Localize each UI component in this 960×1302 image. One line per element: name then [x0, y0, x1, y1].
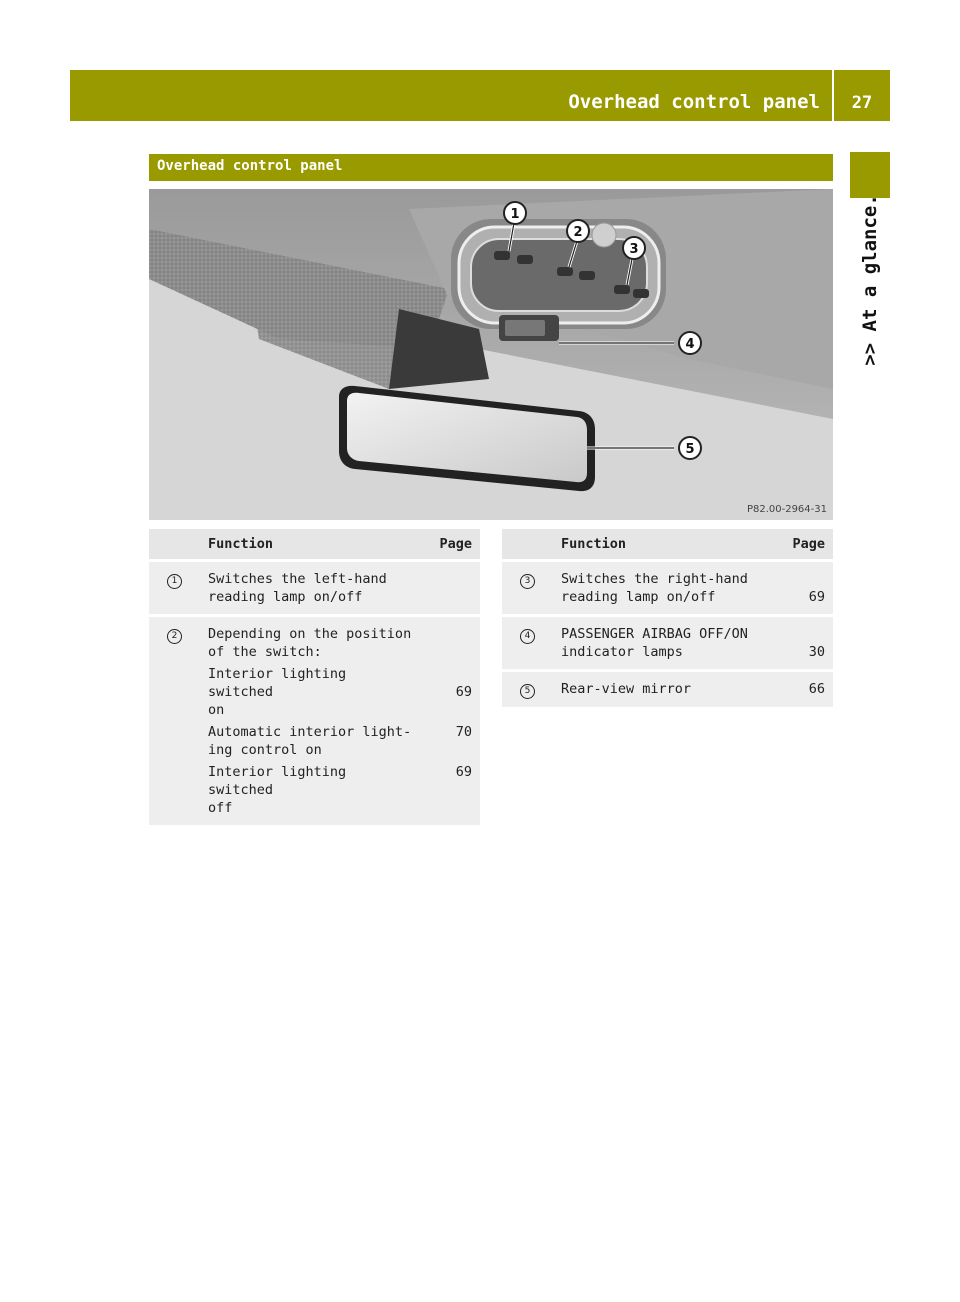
- function-cell: Switches the left-hand reading lamp on/off: [200, 559, 420, 614]
- side-tab[interactable]: [850, 194, 890, 366]
- header-bar: [70, 70, 832, 121]
- function-header: Function: [553, 529, 773, 559]
- item-number: 4: [520, 629, 535, 644]
- header-title: Overhead control panel: [568, 91, 820, 113]
- table-row: [149, 559, 480, 614]
- callout-1: [504, 202, 526, 224]
- page-ref[interactable]: 70: [455, 724, 472, 740]
- page-ref[interactable]: 69: [455, 764, 472, 780]
- svg-text:3: 3: [629, 242, 639, 257]
- side-tab-label: >> At a glance.: [859, 194, 881, 366]
- section-title: Overhead control panel: [157, 158, 343, 174]
- page-cell: [420, 614, 480, 825]
- item-number: 5: [520, 684, 535, 699]
- item-number: 3: [520, 574, 535, 589]
- svg-text:5: 5: [685, 442, 695, 457]
- table-row: [502, 669, 833, 707]
- right-function-table: [502, 529, 833, 707]
- left-function-table: [149, 529, 480, 825]
- table-row: [502, 559, 833, 614]
- item-number: 1: [167, 574, 182, 589]
- page-ref[interactable]: 30: [773, 614, 833, 669]
- function-cell: Rear-view mirror: [553, 669, 773, 707]
- callout-4: [679, 332, 701, 354]
- page-cell: [420, 559, 480, 614]
- function-cell: PASSENGER AIRBAG OFF/ON indicator lamps: [553, 614, 773, 669]
- page-number-box: [834, 70, 890, 121]
- svg-text:4: 4: [685, 337, 695, 352]
- callout-2: [567, 220, 589, 242]
- overhead-panel-illustration: [149, 189, 833, 520]
- page-ref[interactable]: 69: [455, 684, 472, 700]
- function-header: Function: [200, 529, 420, 559]
- item-number: 2: [167, 629, 182, 644]
- page-header: Page: [420, 529, 480, 559]
- page-header: Page: [773, 529, 833, 559]
- page-number: 27: [851, 93, 873, 113]
- callout-3: [623, 237, 645, 259]
- num-header: [502, 529, 553, 559]
- function-cell: Depending on the position of the switch: Interior lighting switched on Automatic interior light- ing control on Interior lighting switched off: [200, 614, 420, 825]
- overhead-panel-photo: [149, 189, 833, 520]
- side-tab-marker: [850, 152, 890, 198]
- function-cell: Switches the right-hand reading lamp on/off: [553, 559, 773, 614]
- callout-5: [679, 437, 701, 459]
- figure-reference: P82.00-2964-31: [746, 504, 827, 515]
- table-row: [502, 614, 833, 669]
- svg-text:2: 2: [573, 225, 583, 240]
- page-ref[interactable]: 66: [773, 669, 833, 707]
- table-row: [149, 614, 480, 825]
- num-header: [149, 529, 200, 559]
- table-header-row: [502, 529, 833, 559]
- table-header-row: [149, 529, 480, 559]
- svg-text:1: 1: [510, 207, 520, 222]
- page-ref[interactable]: 69: [773, 559, 833, 614]
- section-header: [149, 154, 833, 181]
